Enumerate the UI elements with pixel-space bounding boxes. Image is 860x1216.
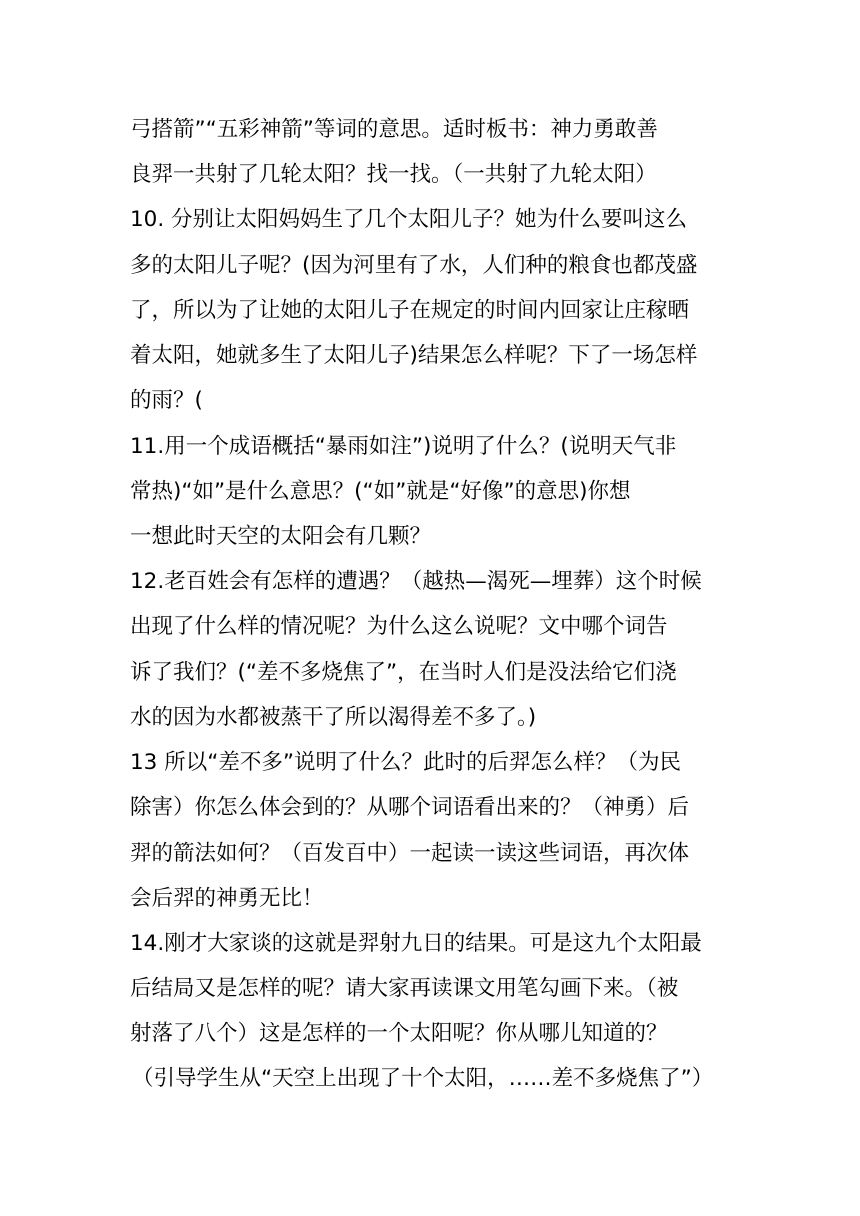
text-line: 除害）你怎么体会到的？从哪个词语看出来的？（神勇）后	[130, 795, 690, 820]
text-line: 一想此时天空的太阳会有几颗？	[130, 524, 432, 549]
text-line: 的雨？(	[130, 388, 203, 413]
text-line: 羿的箭法如何？（百发百中）一起读一读这些词语，再次体	[130, 841, 690, 866]
text-line: 11.用一个成语概括“暴雨如注”)说明了什么？(说明天气非	[130, 434, 677, 459]
text-line: 着太阳，她就多生了太阳儿子)结果怎么样呢？下了一场怎样	[130, 343, 698, 368]
text-line: （引导学生从“天空上出现了十个太阳，……差不多烧焦了”）	[132, 1066, 714, 1091]
text-line: 13 所以“差不多”说明了什么？此时的后羿怎么样？（为民	[130, 750, 681, 775]
text-line: 12.老百姓会有怎样的遭遇？（越热—渴死—埋葬）这个时候	[130, 569, 702, 594]
text-line: 会后羿的神勇无比！	[130, 886, 324, 911]
text-line: 14.刚才大家谈的这就是羿射九日的结果。可是这九个太阳最	[130, 931, 702, 956]
text-line: 了，所以为了让她的太阳儿子在规定的时间内回家让庄稼晒	[130, 298, 690, 323]
text-line: 10. 分别让太阳妈妈生了几个太阳儿子？她为什么要叫这么	[130, 207, 688, 232]
text-line: 多的太阳儿子呢？(因为河里有了水，人们种的粮食也都茂盛	[130, 253, 698, 278]
text-line: 诉了我们？(“差不多烧焦了”，在当时人们是没法给它们浇	[130, 660, 677, 685]
text-line: 出现了什么样的情况呢？为什么这么说呢？文中哪个词告	[130, 614, 668, 639]
text-line: 射落了八个）这是怎样的一个太阳呢？你从哪儿知道的？	[130, 1021, 668, 1046]
text-line: 良羿一共射了几轮太阳？找一找。（一共射了九轮太阳）	[130, 162, 657, 187]
text-line: 常热)“如”是什么意思？(“如”就是“好像”的意思)你想	[130, 479, 631, 504]
text-line: 弓搭箭”“五彩神箭”等词的意思。适时板书：神力勇敢善	[130, 117, 658, 142]
text-line: 水的因为水都被蒸干了所以渴得差不多了。)	[130, 705, 537, 730]
text-line: 后结局又是怎样的呢？请大家再读课文用笔勾画下来。（被	[130, 976, 679, 1001]
